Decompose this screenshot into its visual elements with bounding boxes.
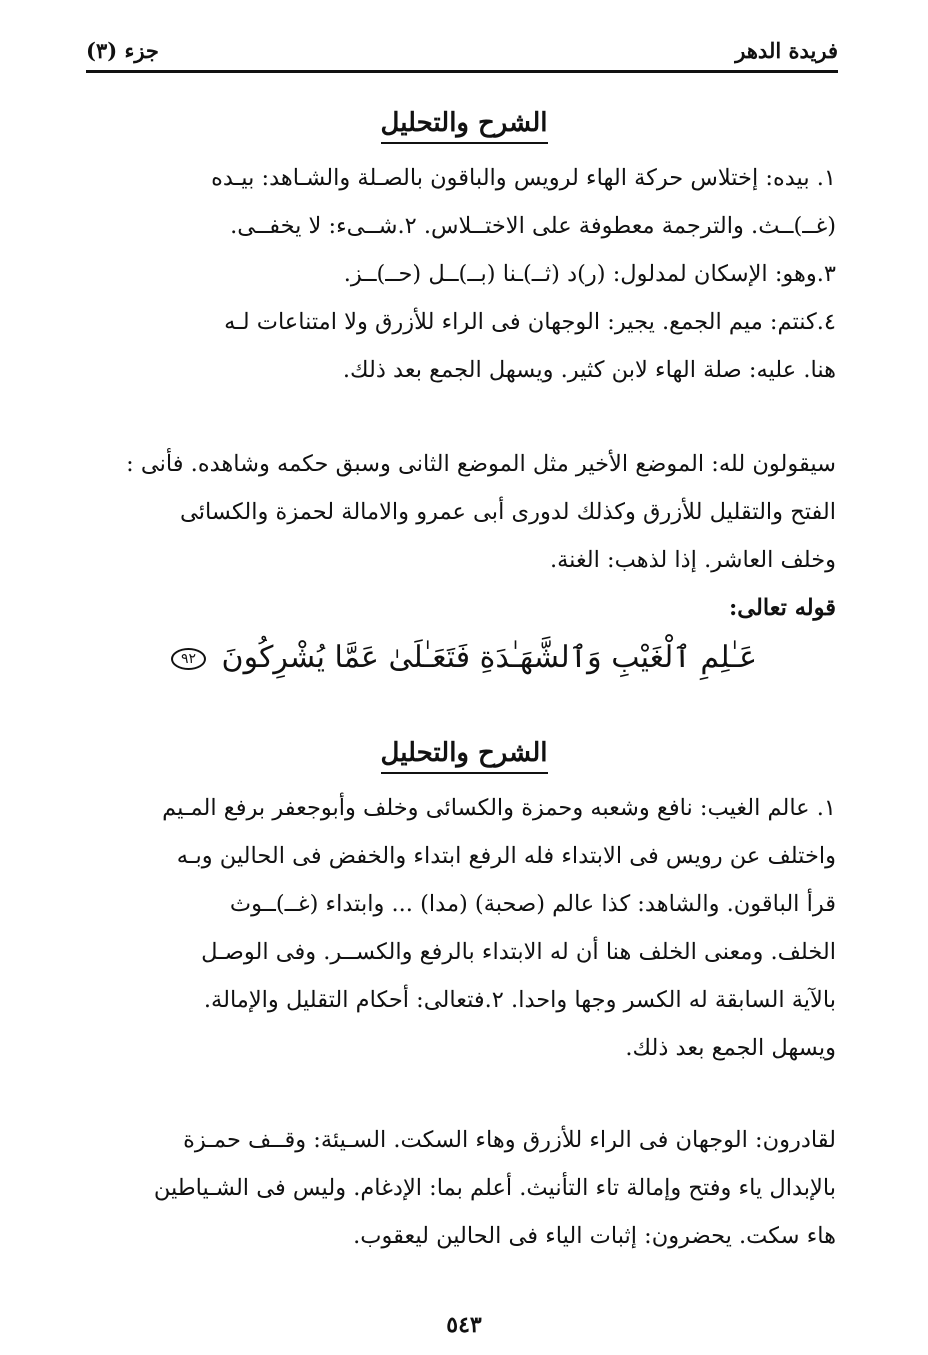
text-line: بالآية السابقة له الكسر وجها واحدا. ٢.فتعالى: أحكام التقليل والإمالة. [203, 987, 836, 1013]
section-heading-1: الشرح والتحليل [0, 108, 928, 144]
text-line: ١. عالم الغيب: نافع وشعبه وحمزة والكسائى وخلف وأبوجعفر برفع المـيم [162, 795, 836, 821]
text-line: (غــ)ــث. والترجمة معطوفة على الاختــلاس. ٢.شــىء: لا يخفــى. [230, 213, 836, 239]
text-line: ٣.وهو: الإسكان لمدلول: (ر)د (ثــ)ـنا (بــ)ــل (حــ)ــز. [343, 261, 836, 287]
text-line: واختلف عن رويس فى الابتداء فله الرفع ابتداء والخفض فى الحالين وبـه [176, 843, 836, 869]
text-line: هنا. عليه: صلة الهاء لابن كثير. ويسهل الجمع بعد ذلك. [342, 357, 836, 383]
section-heading-2: الشرح والتحليل [0, 738, 928, 774]
part-label: جزء (٣) [86, 38, 159, 63]
text-line: لقادرون: الوجهان فى الراء للأزرق وهاء السكت. السـيئة: وقــف حمـزة [183, 1127, 836, 1153]
paragraph-2 [86, 440, 836, 632]
text-line: هاء سكت. يحضرون: إثبات الياء فى الحالين ليعقوب. [353, 1223, 836, 1249]
text-line: قرأ الباقون. والشاهد: كذا عالم (صحبة) (مدا) ... وابتداء (غــ)ــوث [229, 891, 836, 917]
page-header [86, 36, 838, 73]
commentary-section-2 [88, 784, 836, 1072]
quran-verse [0, 640, 928, 675]
verse-text: عَـٰلِمِ ٱلْغَيْبِ وَٱلشَّهَـٰدَةِ فَتَعَـٰلَىٰ عَمَّا يُشْرِكُونَ [221, 640, 758, 675]
text-line: ١. بيده: إختلاس حركة الهاء لرويس والباقون بالصـلة والشـاهد: بيـده [211, 165, 836, 191]
book-title: فريدة الدهر [735, 38, 838, 63]
page-number: ٥٤٣ [446, 1312, 482, 1338]
text-line: بالإبدال ياء وفتح وإمالة تاء التأنيث. أعلم بما: الإدغام. وليس فى الشـياطين [153, 1175, 836, 1201]
commentary-section-1 [88, 154, 836, 394]
paragraph-4 [86, 1116, 836, 1260]
text-line: ويسهل الجمع بعد ذلك. [625, 1035, 836, 1061]
qawluhu-label: قوله تعالى: [728, 595, 836, 621]
verse-number-marker: ٩٢ [171, 648, 206, 670]
text-line: الخلف. ومعنى الخلف هنا أن له الابتداء بالرفع والكســر. وفى الوصـل [201, 939, 836, 965]
text-line: الفتح والتقليل للأزرق وكذلك لدورى أبى عمرو والامالة لحمزة والكسائى [180, 499, 836, 525]
text-line: سيقولون لله: الموضع الأخير مثل الموضع الثانى وسبق حكمه وشاهده. فأنى : [126, 451, 836, 477]
text-line: ٤.كنتم: ميم الجمع. يجير: الوجهان فى الراء للأزرق ولا امتناعات لـه [224, 309, 836, 335]
text-line: وخلف العاشر. إذا لذهب: الغنة. [549, 547, 836, 573]
